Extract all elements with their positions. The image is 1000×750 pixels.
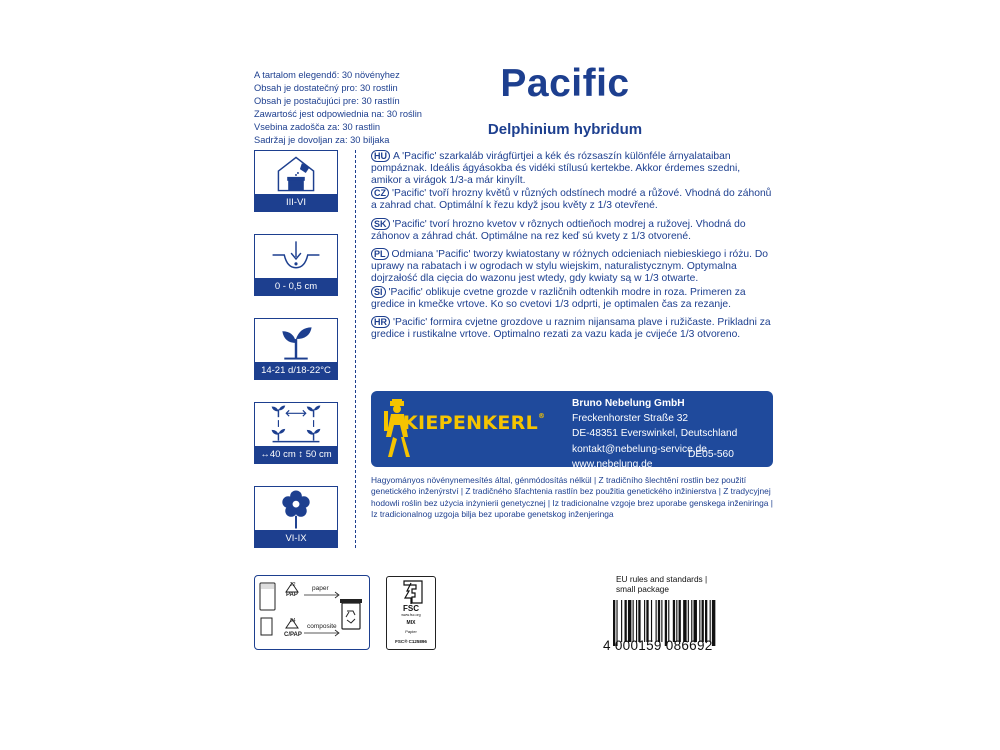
eu-note-line: small package	[616, 583, 670, 594]
barcode-bar	[702, 600, 704, 642]
barcode-bar	[691, 600, 692, 642]
fsc-label	[386, 576, 436, 650]
sufficiency-line: A tartalom elegendő: 30 növényhez	[254, 70, 400, 80]
company-address	[572, 396, 737, 472]
barcode-number: 4 000159 086692	[603, 638, 713, 653]
sowing-depth-label: 0 - 0,5 cm	[255, 278, 337, 295]
description-pl	[371, 248, 773, 285]
material-code-2: C/PAP	[284, 632, 302, 638]
fsc-code: FSC® C125896	[395, 639, 427, 644]
fsc-mix: MIX	[406, 620, 416, 626]
product-subtitle: Delphinium hybridum	[487, 121, 643, 138]
lang-badge: CZ	[371, 187, 389, 199]
barcode-bar	[688, 600, 689, 642]
barcode-bar	[699, 600, 700, 642]
material-number-2: 84	[290, 618, 296, 624]
company-banner	[371, 391, 773, 470]
barcode-bar	[636, 600, 637, 642]
description-hr	[371, 316, 773, 341]
product-title: Pacific	[500, 62, 630, 105]
plant-spacing-icon	[255, 403, 337, 446]
barcode-bar	[625, 600, 627, 642]
recycling-info	[254, 575, 370, 650]
barcode-bar	[668, 600, 669, 642]
barcode-bar	[694, 600, 697, 642]
germination-label: 14-21 d/18-22°C	[255, 362, 337, 379]
gmo-statement: Hagyományos növénynemesítés által, génmódosítás nélkül | Z tradičního šlechtění rostlin bez použití genetického inženýrství | Z tradičného šľachtenia rastlín bez použitia genetického inžinierstva | Z tradycyjnej hodowli roślin bez użycia inżynierii genetycznej | Iz tradicionalne vzgoje brez uporabe genskega inženiringa | Iz tradicionalnog uzgoja bilja bez uporabe genetskog inženjeringa	[371, 475, 773, 519]
company-city: DE-48351 Everswinkel, Deutschland	[572, 428, 738, 440]
description-cz	[371, 187, 773, 212]
description-si	[371, 286, 773, 311]
barcode-bar	[658, 600, 660, 642]
fsc-paper: Papier	[405, 629, 417, 634]
company-web: www.nebelung.de	[572, 458, 653, 470]
description-text: 'Pacific' tvorí hrozno kvetov v rôznych odtieňoch modrej a ružovej. Vhodná do záhonov a záhrad chát. Optimálne na rez keď sú kvety z 1/3 otvorené.	[371, 219, 746, 243]
barcode-bar	[661, 600, 662, 642]
barcode-bar	[705, 600, 707, 642]
barcode-bar	[628, 600, 631, 642]
description-text: 'Pacific' tvoří hrozny květů v různých odstínech modré a růžové. Vhodná do záhonů a zahrad chat. Optimální k řezu když jsou květy z 1/3 otevřené.	[371, 188, 772, 212]
barcode-bar	[710, 600, 711, 642]
spacing-box	[254, 402, 338, 464]
barcode-bar	[656, 600, 657, 642]
description-hu	[371, 150, 773, 187]
fsc-brand: FSC	[403, 604, 419, 613]
description-text: A 'Pacific' szarkaláb virágfürtjei a kék és rózsaszín különféle árnyalataiban pompáznak. Ideális ágyásokba és vidéki stílusú kertekbe. Akkor érdemes szedni, amikor a virágok 1/3-a már kinyílt.	[371, 151, 741, 187]
column-divider	[355, 150, 356, 548]
registered-mark: ®	[538, 412, 546, 420]
sowing-period-label: III-VI	[255, 194, 337, 211]
greenhouse-sowing-icon	[255, 151, 337, 194]
material-code-1: PAP	[286, 592, 298, 598]
lang-badge: SK	[371, 218, 390, 230]
description-text: 'Pacific' oblikuje cvetne grozde v različnih odtenkih modre in roza. Primeren za gredice in kmečke vrtove. Ko so cvetovi 1/3 odprti, je optimalen čas za rezanje.	[371, 287, 746, 311]
sufficiency-line: Sadržaj je dovoljan za: 30 biljaka	[254, 135, 390, 146]
barcode-bar	[651, 600, 652, 642]
flowering-label: VI-IX	[255, 530, 337, 547]
material-number-1: 22	[290, 582, 296, 588]
sufficiency-line: Obsah je dostatečný pro: 30 rostlin	[254, 83, 398, 94]
sufficiency-line: Vsebina zadošča za: 30 rastlin	[254, 122, 381, 133]
description-text: Odmiana 'Pacific' tworzy kwiatostany w różnych odcieniach niebieskiego i różu. Do uprawy na rabatach i w ogrodach w stylu wiejskim, naturalistycznym. Optymalna dojrzałość dla cięcia do wazonu jest wtedy, gdy kwiaty są w 1/3 otwarte.	[371, 249, 769, 285]
eu-note-line: EU rules and standards |	[616, 574, 708, 584]
lang-badge: HU	[371, 150, 390, 162]
eu-note	[616, 575, 707, 594]
company-street: Freckenhorster Straße 32	[572, 413, 689, 425]
barcode-bar	[621, 600, 622, 642]
barcode-bar	[673, 600, 675, 642]
lang-badge: SI	[371, 286, 386, 298]
lang-badge: PL	[371, 248, 389, 260]
brand-logo	[403, 412, 545, 434]
sowing-period-box	[254, 150, 338, 212]
barcode-bar	[638, 600, 640, 642]
sowing-depth-icon	[255, 235, 337, 278]
barcode-bar	[644, 600, 645, 642]
flower-icon	[255, 487, 337, 530]
barcode-bar	[683, 600, 686, 642]
fsc-web: www.fsc.org	[401, 613, 421, 617]
barcode-bar	[633, 600, 634, 642]
company-name: Bruno Nebelung GmbH	[572, 398, 685, 409]
barcode-bar	[679, 600, 681, 642]
description-sk	[371, 218, 773, 243]
description-text: 'Pacific' formira cvjetne grozdove u raznim nijansama plave i ružičaste. Prikladni za gredice i rustikalne vrtove. Optimalno rezati za vazu kada je cvijeće 1/3 otvoreno.	[371, 317, 771, 341]
sufficiency-line: Zawartość jest odpowiednia na: 30 roślin	[254, 109, 422, 120]
company-email: kontakt@nebelung-service.de	[572, 443, 707, 455]
brand-logo-text: KIEPENKERL	[403, 412, 539, 434]
barcode-bar	[676, 600, 677, 642]
lang-badge: HR	[371, 316, 390, 328]
sufficiency-line: Obsah je postačujúci pre: 30 rastlín	[254, 96, 400, 107]
bin-label-composite: composite	[307, 623, 337, 630]
barcode-bar	[646, 600, 648, 642]
organic-code: DE05-560	[688, 449, 734, 460]
bin-label-paper: paper	[312, 585, 329, 592]
sowing-depth-box	[254, 234, 338, 296]
flowering-box	[254, 486, 338, 548]
seedling-icon	[255, 319, 337, 362]
sufficiency-list	[254, 69, 454, 148]
germination-box	[254, 318, 338, 380]
spacing-label: ↔40 cm ↕ 50 cm	[255, 446, 337, 463]
